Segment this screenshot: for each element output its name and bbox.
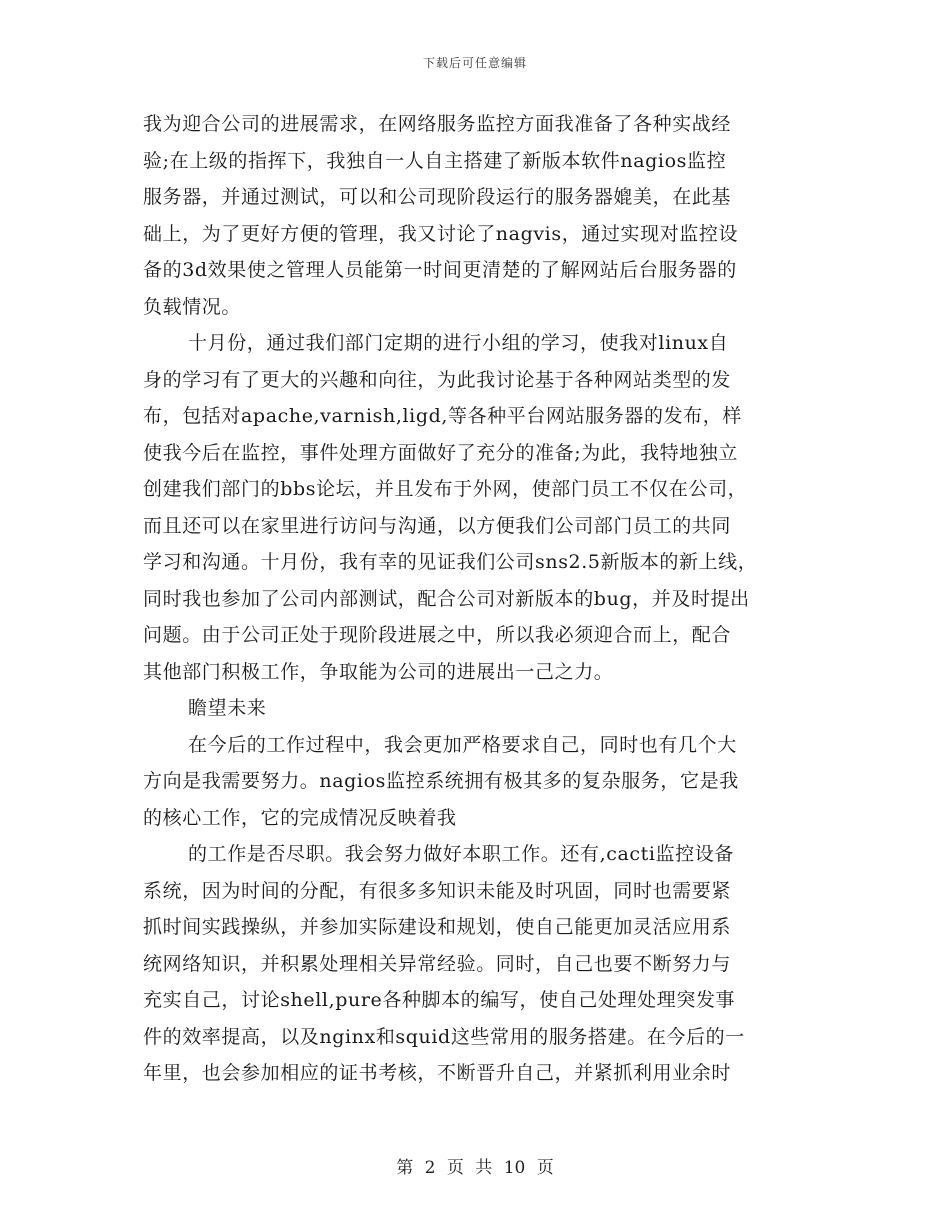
text-line: 础上，为了更好方便的管理，我又讨论了nagvis，通过实现对监控设	[143, 222, 739, 245]
text-line: 学习和沟通。十月份，我有幸的见证我们公司sns2.5新版本的新上线，	[143, 551, 758, 573]
text-line: 年里，也会参加相应的证书考核，不断晋升自己，并紧抓利用业余时	[143, 1062, 732, 1084]
text-line: 我为迎合公司的进展需求，在网络服务监控方面我准备了各种实战经	[143, 113, 732, 135]
text-line: 统网络知识，并积累处理相关异常经验。同时，自己也要不断努力与	[143, 952, 732, 975]
text-line: 方向是我需要努力。nagios监控系统拥有极其多的复杂服务，它是我	[143, 770, 739, 792]
text-line: 而且还可以在家里进行访问与沟通，以方便我们公司部门员工的共同	[143, 514, 732, 537]
text-line: 服务器，并通过测试，可以和公司现阶段运行的服务器媲美，在此基	[143, 186, 732, 208]
text-line: 瞻望未来	[188, 697, 267, 719]
text-line: 同时我也参加了公司内部测试，配合公司对新版本的bug，并及时提出	[143, 587, 750, 610]
text-line: 的工作是否尽职。我会努力做好本职工作。还有,cacti监控设备	[188, 843, 734, 865]
text-line: 备的3d效果使之管理人员能第一时间更清楚的了解网站后台服务器的	[143, 259, 737, 281]
text-line: 系统，因为时间的分配，有很多多知识未能及时巩固，同时也需要紧	[143, 879, 732, 902]
text-line: 的核心工作，它的完成情况反映着我	[143, 806, 457, 829]
page-number-footer: 第 2 页 共 10 页	[396, 1158, 554, 1178]
document-body	[143, 106, 823, 1092]
text-line: 充实自己，讨论shell,pure各种脚本的编写，使自己处理处理突发事	[143, 989, 736, 1011]
text-line: 在今后的工作过程中，我会更加严格要求自己，同时也有几个大	[188, 733, 737, 756]
text-line: 其他部门积极工作，争取能为公司的进展出一己之力。	[143, 660, 614, 683]
text-line: 创建我们部门的bbs论坛，并且发布于外网，使部门员工不仅在公司，	[143, 478, 748, 500]
text-line: 身的学习有了更大的兴趣和向往，为此我讨论基于各种网站类型的发	[143, 368, 732, 391]
text-line: 十月份，通过我们部门定期的进行小组的学习，使我对linux自	[188, 332, 729, 354]
text-line: 布，包括对apache,varnish,ligd,等各种平台网站服务器的发布，样	[143, 405, 742, 427]
text-line: 使我今后在监控，事件处理方面做好了充分的准备;为此，我特地独立	[143, 441, 739, 464]
text-line: 抓时间实践操纵，并参加实际建设和规划，使自己能更加灵活应用系	[143, 916, 732, 938]
text-line: 件的效率提高，以及nginx和squid这些常用的服务搭建。在今后的一	[143, 1025, 745, 1048]
text-line: 问题。由于公司正处于现阶段进展之中，所以我必须迎合而上，配合	[143, 624, 732, 646]
text-line: 验;在上级的指挥下，我独自一人自主搭建了新版本软件nagios监控	[143, 149, 727, 172]
page-header: 下载后可任意编辑	[422, 56, 527, 70]
text-line: 负载情况。	[143, 295, 242, 318]
